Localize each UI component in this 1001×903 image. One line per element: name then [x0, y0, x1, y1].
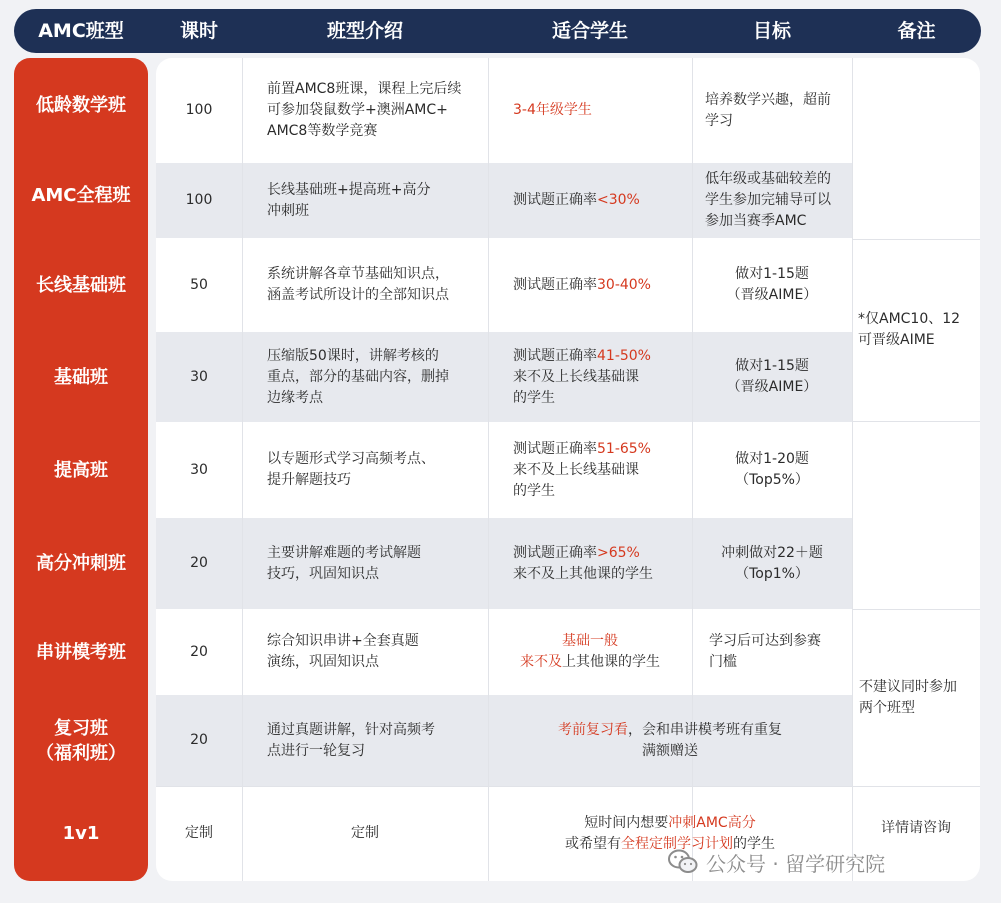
header-class-type: AMC班型: [38, 20, 124, 42]
header-remarks: 备注: [897, 20, 936, 42]
hours-cell: 20: [190, 555, 208, 571]
class-name: 提高班: [54, 459, 108, 481]
hours-cell: 定制: [185, 825, 213, 841]
goal-cell: 学习后可达到参赛 门槛: [709, 633, 821, 670]
remarks-combo-note: 不建议同时参加 两个班型: [859, 678, 957, 716]
header-intro: 班型介绍: [326, 20, 403, 42]
class-name-line: （福利班）: [36, 742, 126, 764]
intro-cell: 定制: [351, 825, 379, 841]
student-cell: 测试题正确率51-65% 来不及上长线基础课 的学生: [513, 440, 651, 499]
hours-cell: 30: [190, 368, 208, 385]
watermark: [668, 842, 885, 882]
class-name: 基础班: [54, 366, 108, 388]
hours-cell: 100: [185, 102, 213, 118]
class-name: 1v1: [62, 823, 100, 844]
class-name: 长线基础班: [36, 274, 126, 296]
merged-student-goal-cell: 考前复习看，会和串讲模考班有重复 满额赠送: [558, 721, 782, 759]
student-cell: 3-4年级学生: [513, 102, 592, 118]
student-cell: 测试题正确率>65% 来不及上其他课的学生: [513, 544, 653, 582]
intro-cell: 主要讲解难题的考试解题 技巧，巩固知识点: [267, 544, 421, 582]
goal-cell: 做对1-15题 （晋级AIME）: [726, 358, 818, 395]
goal-cell: 低年级或基础较差的 学生参加完辅导可以 参加当赛季AMC: [705, 171, 831, 229]
intro-cell: 系统讲解各章节基础知识点， 涵盖考试所设计的全部知识点: [267, 266, 449, 303]
class-name: AMC全程班: [31, 185, 131, 206]
student-cell: 测试题正确率<30%: [513, 192, 640, 208]
watermark-text: 公众号 · 留学研究院: [706, 851, 886, 876]
student-cell: 基础一般 来不及上其他课的学生: [520, 633, 660, 670]
remarks-cell: 详情请咨询: [881, 820, 951, 836]
hours-cell: 50: [190, 276, 208, 293]
wechat-icon: [668, 849, 698, 875]
intro-cell: 以专题形式学习高频考点、 提升解题技巧: [267, 451, 435, 488]
class-name-column: [14, 58, 148, 881]
student-cell: 测试题正确率30-40%: [513, 276, 651, 293]
header-goal: 目标: [752, 20, 791, 42]
student-cell: 测试题正确率41-50% 来不及上长线基础课 的学生: [513, 347, 651, 406]
intro-cell: 长线基础班+提高班+高分 冲刺班: [267, 181, 431, 219]
class-table: [156, 58, 980, 881]
intro-cell: 通过真题讲解，针对高频考 点进行一轮复习: [267, 721, 435, 759]
goal-cell: 做对1-20题 （Top5%）: [735, 451, 809, 488]
header-suitable-students: 适合学生: [551, 20, 628, 42]
merged-student-goal-cell: 短时间内想要冲刺AMC高分 或希望有全程定制学习计划的学生: [565, 814, 775, 852]
class-name: 低龄数学班: [36, 95, 126, 116]
class-name: [14, 695, 148, 786]
header-hours: 课时: [179, 20, 218, 42]
remarks-aime-note: *仅AMC10、12 可晋级AIME: [858, 311, 961, 348]
goal-cell: 培养数学兴趣，超前 学习: [705, 91, 831, 129]
goal-cell: 冲刺做对22＋题 （Top1%）: [721, 544, 823, 582]
intro-cell: 压缩版50课时，讲解考核的 重点，部分的基础内容，删掉 边缘考点: [267, 347, 449, 406]
hours-cell: 20: [190, 643, 208, 660]
goal-cell: 做对1-15题 （晋级AIME）: [726, 266, 818, 303]
hours-cell: 30: [190, 461, 208, 478]
class-name: 串讲模考班: [36, 641, 126, 663]
class-name-line: 复习班: [54, 717, 108, 739]
hours-cell: 20: [190, 732, 208, 748]
intro-cell: 综合知识串讲+全套真题 演练，巩固知识点: [267, 633, 419, 670]
class-name: 高分冲刺班: [36, 553, 126, 574]
intro-cell: 前置AMC8班课，课程上完后续 可参加袋鼠数学+澳洲AMC+ AMC8等数学竞赛: [267, 81, 462, 139]
hours-cell: 100: [185, 192, 213, 208]
table-header: [14, 9, 981, 53]
